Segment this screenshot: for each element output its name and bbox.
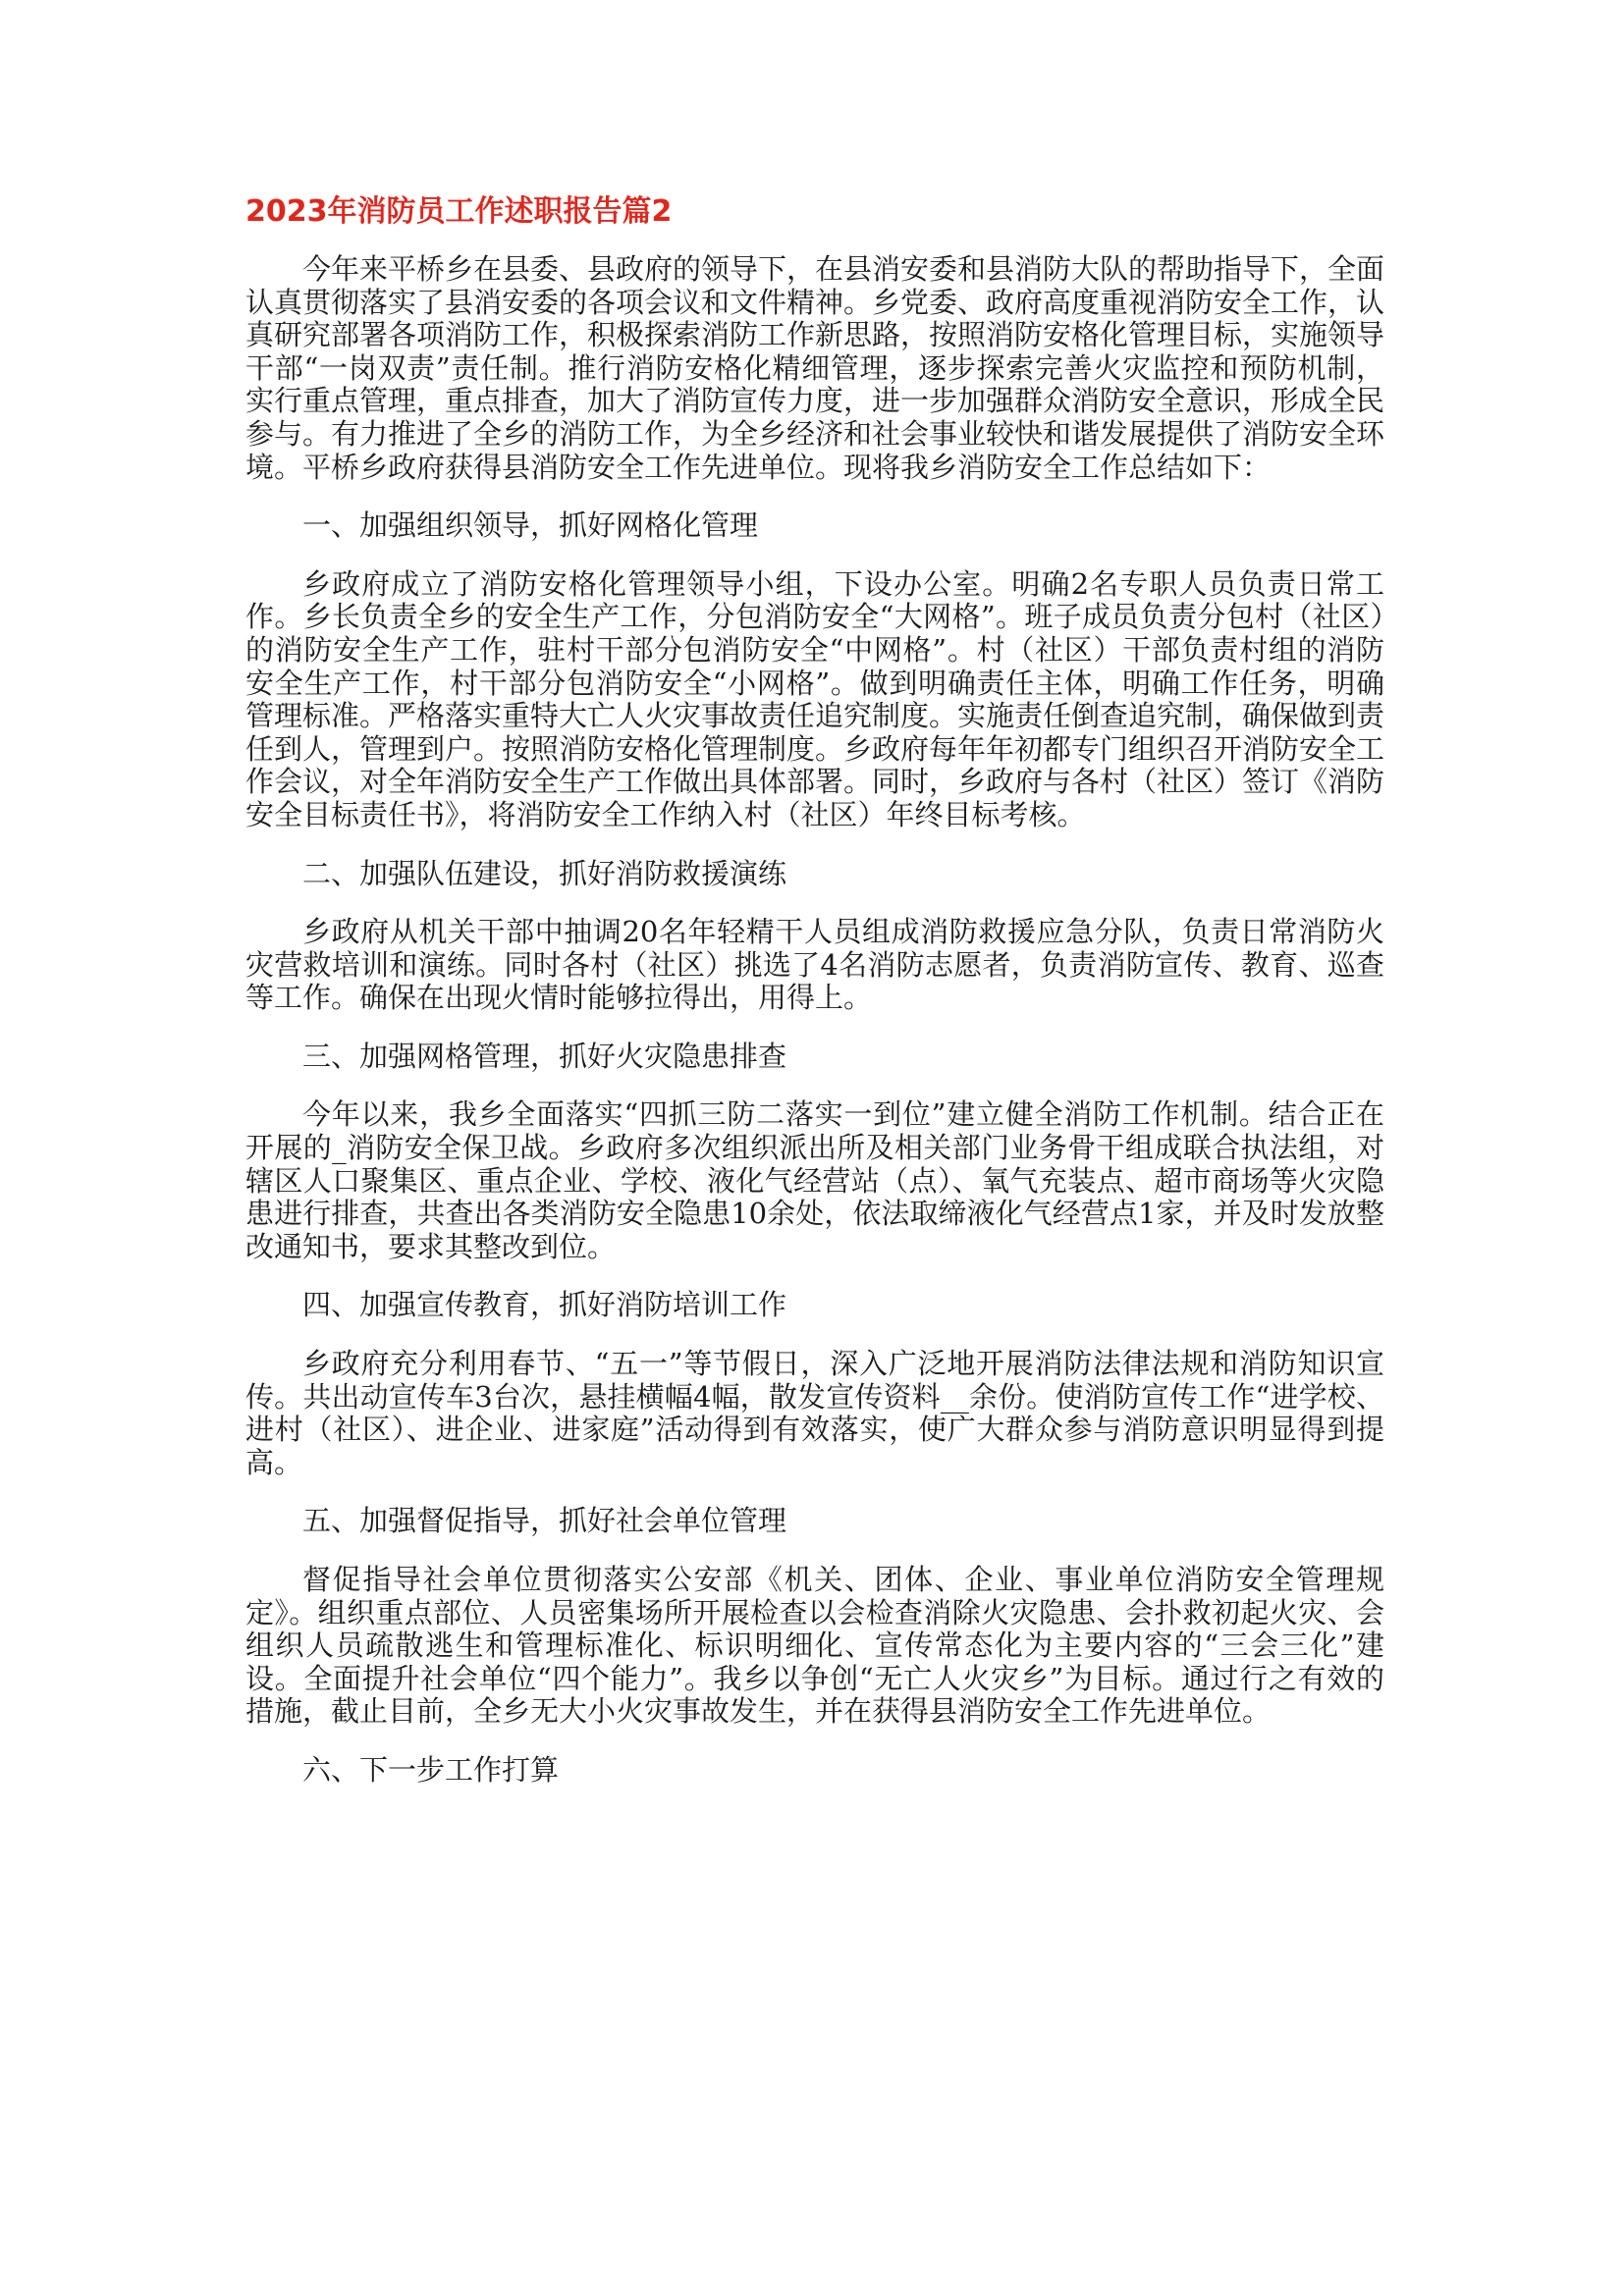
section-heading-1: 一、加强组织领导，抓好网格化管理 [302, 508, 759, 543]
section-1-paragraph: 乡政府成立了消防安格化管理领导小组，下设办公室。明确2名专职人员负责日常工作。乡长负责全乡的安全生产工作，分包消防安全“大网格”。班子成员负责分包村（社区）的消防安全生产工作，驻村干部分包消防安全“中网格”。村（社区）干部负责村组的消防安全生产工作，村干部分包消防安全“小网格”。做到明确责任主体，明确工作任务，明确管理标准。严格落实重特大亡人火灾事故责任追究制度。实施责任倒查追究制，确保做到责任到人，管理到户。按照消防安格化管理制度。乡政府每年年初都专门组织召开消防安全工作会议，对全年消防安全生产工作做出具体部署。同时，乡政府与各村（社区）签订《消防安全目标责任书》，将消防安全工作纳入村（社区）年终目标考核。 [245, 566, 1385, 831]
document-body [245, 253, 1384, 1813]
section-5-paragraph: 督促指导社会单位贯彻落实公安部《机关、团体、企业、事业单位消防安全管理规定》。组织重点部位、人员密集场所开展检查以会检查消除火灾隐患、会扑救初起火灾、会组织人员疏散逃生和管理标准化、标识明细化、宣传常态化为主要内容的“三会三化”建设。全面提升社会单位“四个能力”。我乡以争创“无亡人火灾乡”为目标。通过行之有效的措施，截止目前，全乡无大小火灾事故发生，并在获得县消防安全工作先进单位。 [245, 1563, 1384, 1729]
section-heading-5: 五、加强督促指导，抓好社会单位管理 [302, 1504, 787, 1538]
section-heading-2: 二、加强队伍建设，抓好消防救援演练 [302, 856, 787, 890]
section-heading-6: 六、下一步工作打算 [302, 1752, 560, 1787]
section-4-paragraph: 乡政府充分利用春节、“五一”等节假日，深入广泛地开展消防法律法规和消防知识宣传。共出动宣传车3台次，悬挂横幅4幅，散发宣传资料__余份。使消防宣传工作“进学校、进村（社区）、进企业、进家庭”活动得到有效落实，使广大群众参与消防意识明显得到提高。 [245, 1347, 1384, 1479]
document-title: 2023年消防员工作述职报告篇2 [245, 194, 673, 229]
section-heading-3: 三、加强网格管理，抓好火灾隐患排查 [302, 1039, 787, 1073]
section-2-paragraph: 乡政府从机关干部中抽调20名年轻精干人员组成消防救援应急分队，负责日常消防火灾营救培训和演练。同时各村（社区）挑选了4名消防志愿者，负责消防宣传、教育、巡查等工作。确保在出现火情时能够拉得出，用得上。 [245, 915, 1384, 1015]
section-heading-4: 四、加强宣传教育，抓好消防培训工作 [302, 1288, 787, 1322]
section-3-paragraph: 今年以来，我乡全面落实“四抓三防二落实一到位”建立健全消防工作机制。结合正在开展的_消防安全保卫战。乡政府多次组织派出所及相关部门业务骨干组成联合执法组，对辖区人口聚集区、重点企业、学校、液化气经营站（点）、氧气充装点、超市商场等火灾隐患进行排查，共查出各类消防安全隐患10余处，依法取缔液化气经营点1家，并及时发放整改通知书，要求其整改到位。 [245, 1097, 1384, 1263]
intro-paragraph: 今年来平桥乡在县委、县政府的领导下，在县消安委和县消防大队的帮助指导下，全面认真贯彻落实了县消安委的各项会议和文件精神。乡党委、政府高度重视消防安全工作，认真研究部署各项消防工作，积极探索消防工作新思路，按照消防安格化管理目标，实施领导干部“一岗双责”责任制。推行消防安格化精细管理，逐步探索完善火灾监控和预防机制，实行重点管理，重点排查，加大了消防宣传力度，进一步加强群众消防安全意识，形成全民参与。有力推进了全乡的消防工作，为全乡经济和社会事业较快和谐发展提供了消防安全环境。平桥乡政府获得县消防安全工作先进单位。现将我乡消防安全工作总结如下： [245, 252, 1385, 484]
